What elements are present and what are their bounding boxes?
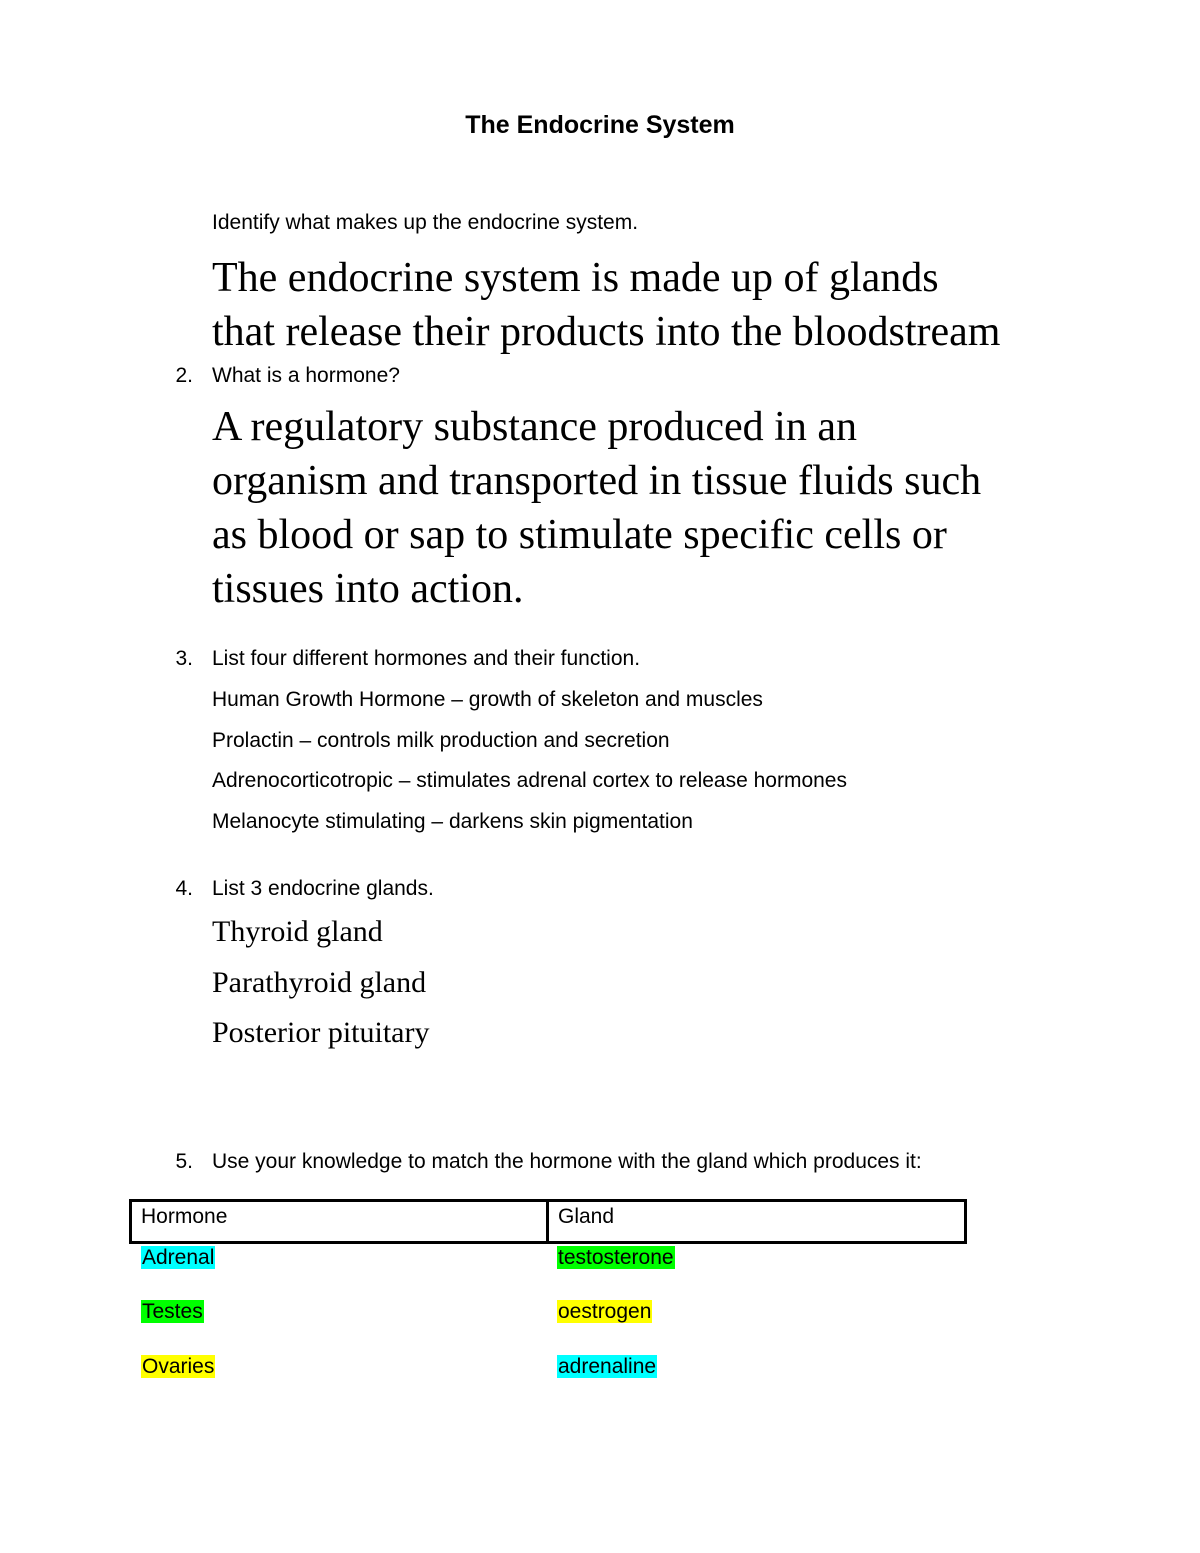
question-2-answer-line-1: A regulatory substance produced in an xyxy=(212,404,857,450)
question-1-answer-line-2: that release their products into the bloodstream xyxy=(212,309,1001,355)
question-2-answer-line-2: organism and transported in tissue fluids such xyxy=(212,458,982,504)
question-3-answer-1: Human Growth Hormone – growth of skeleton and muscles xyxy=(212,688,763,711)
table-row-1-right xyxy=(557,1246,675,1270)
question-3-answer-3: Adrenocorticotropic – stimulates adrenal cortex to release hormones xyxy=(212,769,847,792)
question-3-number: 3. xyxy=(175,647,193,670)
highlighted-text: adrenaline xyxy=(558,1355,657,1378)
question-5-number: 5. xyxy=(175,1150,193,1173)
highlighted-text: Adrenal xyxy=(142,1246,215,1269)
table-row-3-right xyxy=(557,1355,657,1379)
question-2-text: What is a hormone? xyxy=(212,364,400,387)
highlighted-text: Testes xyxy=(142,1300,203,1323)
question-4-answer-3: Posterior pituitary xyxy=(212,1016,430,1049)
table-header-hormone: Hormone xyxy=(141,1205,228,1228)
matching-table-divider xyxy=(546,1199,549,1244)
question-1-answer-line-1: The endocrine system is made up of glands xyxy=(212,255,939,301)
document-title: The Endocrine System xyxy=(465,111,735,139)
question-4-answer-1: Thyroid gland xyxy=(212,915,383,948)
table-row-2-left xyxy=(141,1300,204,1324)
question-4-answer-2: Parathyroid gland xyxy=(212,966,427,999)
highlighted-text: oestrogen xyxy=(558,1300,652,1323)
question-2-answer-line-3: as blood or sap to stimulate specific cells or xyxy=(212,512,947,558)
question-4-number: 4. xyxy=(175,877,193,900)
table-row-2-right xyxy=(557,1300,652,1324)
question-1-text: Identify what makes up the endocrine system. xyxy=(212,211,639,234)
question-3-text: List four different hormones and their function. xyxy=(212,647,641,670)
question-4-text: List 3 endocrine glands. xyxy=(212,877,434,900)
question-3-answer-2: Prolactin – controls milk production and secretion xyxy=(212,729,670,752)
highlighted-text: Ovaries xyxy=(142,1355,215,1378)
table-row-3-left xyxy=(141,1355,215,1379)
question-3-answer-4: Melanocyte stimulating – darkens skin pigmentation xyxy=(212,810,693,833)
question-5-text: Use your knowledge to match the hormone with the gland which produces it: xyxy=(212,1150,922,1173)
question-2-number: 2. xyxy=(175,364,193,387)
highlighted-text: testosterone xyxy=(558,1246,674,1269)
table-header-gland: Gland xyxy=(558,1205,615,1228)
question-2-answer-line-4: tissues into action. xyxy=(212,566,524,612)
table-row-1-left xyxy=(141,1246,215,1270)
